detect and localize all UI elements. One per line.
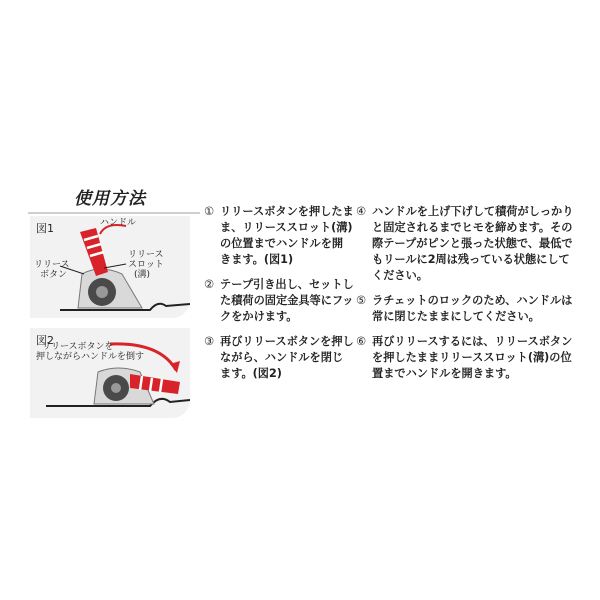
step-text: テープ引き出し、セットした積荷の固定金具等にフックをかけます。 — [220, 278, 354, 323]
release-button-line-2: ボタン — [40, 270, 68, 280]
steps-column-2 — [356, 204, 578, 391]
release-slot-annotation — [128, 250, 164, 280]
figure-1-panel — [30, 216, 190, 318]
figure-1-label: 図1 — [36, 222, 54, 235]
release-button-line-1: リリース — [34, 260, 70, 270]
release-slot-line-1: リリース — [128, 250, 164, 260]
section-title: 使用方法 — [74, 189, 146, 209]
step-number: ⑥ — [356, 335, 367, 348]
release-button-annotation — [34, 260, 70, 280]
step-4 — [356, 204, 578, 284]
step-number: ④ — [356, 205, 367, 218]
step-number: ① — [204, 205, 215, 218]
figure-2-instruction — [36, 342, 144, 362]
release-slot-line-3: (溝) — [134, 270, 151, 280]
step-2 — [204, 277, 354, 325]
figure-2-instruction-line-1: リリースボタンを — [42, 342, 114, 352]
step-text: ラチェットのロックのため、ハンドルは常に閉じたままにしてください。 — [372, 294, 573, 323]
step-text: リリースボタンを押したまま、リリーススロット(溝)の位置までハンドルを開きます。(図1) — [220, 205, 354, 266]
steps-column-1 — [204, 204, 354, 391]
step-text: ハンドルを上げ下げして積荷がしっかりと固定されるまでヒモを締めます。その際テープがピンと張った状態で、最低でもリールに2周は残っている状態にしてください。 — [372, 205, 574, 282]
figure-2-instruction-line-2: 押しながらハンドルを倒す — [36, 352, 145, 362]
step-3 — [204, 334, 354, 382]
step-5 — [356, 293, 578, 325]
figure-2-panel — [30, 328, 190, 418]
release-slot-line-2: スロット — [128, 260, 164, 270]
step-6 — [356, 334, 578, 382]
figure-2-label: 図2 — [36, 334, 54, 347]
step-1 — [204, 204, 354, 268]
handle-annotation: ハンドル — [100, 218, 137, 228]
step-number: ③ — [204, 335, 215, 348]
section-header — [28, 186, 200, 214]
step-text: 再びリリースボタンを押しながら、ハンドルを閉じます。(図2) — [220, 335, 354, 380]
step-number: ⑤ — [356, 294, 367, 307]
step-text: 再びリリースするには、リリースボタンを押したままリリーススロット(溝)の位置までハンドルを開きます。 — [372, 335, 573, 380]
step-number: ② — [204, 278, 215, 291]
